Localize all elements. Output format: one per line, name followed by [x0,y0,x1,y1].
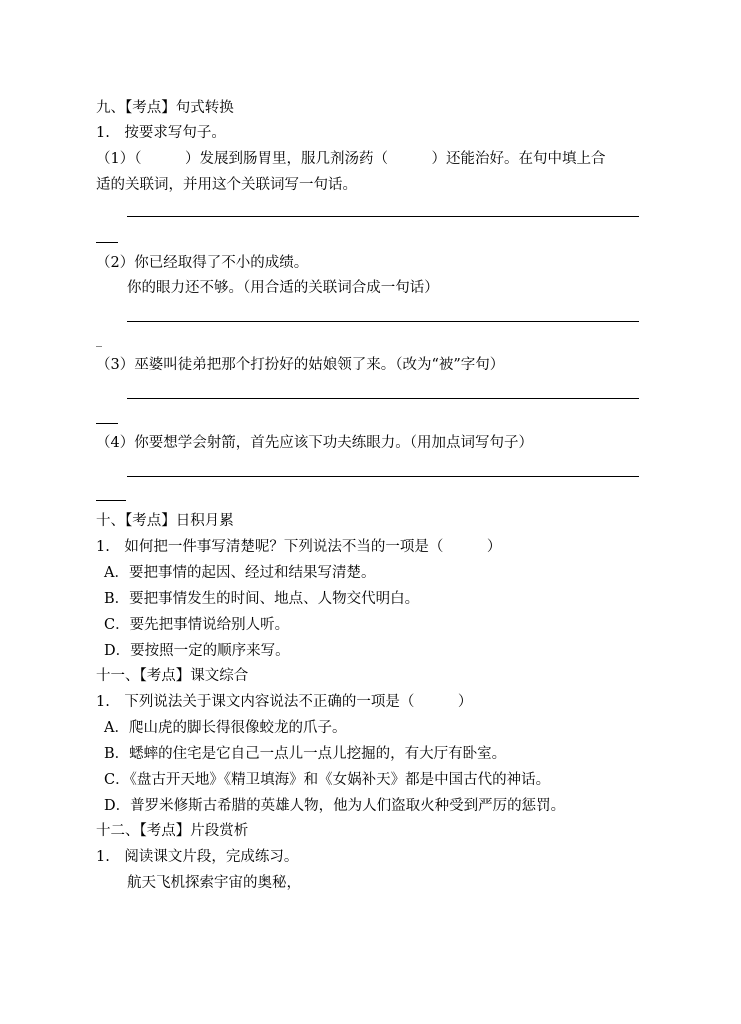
option-c: C．要先把事情说给别人听。 [104,617,290,633]
section-9-heading: 九、【考点】句式转换 [96,100,234,116]
option-b: B．要把事情发生的时间、地点、人物交代明白。 [104,591,420,607]
item-1-line-1: （1）（ ）发展到肠胃里，服几剂汤药（ ）还能治好。在句中填上合 [96,151,606,167]
option-b: B．蟋蟀的住宅是它自己一点儿一点儿挖掘的，有大厅有卧室。 [104,746,507,762]
section-11-question: 1. 下列说法关于课文内容说法不正确的一项是（ ） [96,694,473,710]
answer-line-1-stub [96,242,118,243]
question-1-title: 1. 按要求写句子。 [96,125,226,141]
section-10-question: 1. 如何把一件事写清楚呢？下列说法不当的一项是（ ） [96,539,502,555]
item-2-line-1: （2）你已经取得了不小的成绩。 [96,255,309,271]
option-c: C．《盘古开天地》《精卫填海》和《女娲补天》都是中国古代的神话。 [104,772,551,788]
answer-line-4[interactable] [127,476,639,477]
section-12-question: 1. 阅读课文片段，完成练习。 [96,849,299,865]
option-d: D．普罗米修斯古希腊的英雄人物，他为人们盗取火种受到严厉的惩罚。 [104,798,566,814]
item-4: （4）你要想学会射箭，首先应该下功夫练眼力。（用加点词写句子） [96,435,533,451]
option-a: A．要把事情的起因、经过和结果写清楚。 [104,565,376,581]
underscore-mark: _ [96,333,102,347]
item-3: （3）巫婆叫徒弟把那个打扮好的姑娘领了来。（改为“被”字句） [96,357,505,373]
section-10-heading: 十、【考点】日积月累 [96,513,234,529]
answer-line-2[interactable] [127,321,639,322]
item-1-line-2: 适的关联词，并用这个关联词写一句话。 [96,177,357,193]
item-2-line-2: 你的眼力还不够。（用合适的关联词合成一句话） [127,280,439,296]
section-12-heading: 十二、【考点】片段赏析 [96,823,249,839]
answer-line-3[interactable] [127,398,639,399]
answer-line-3-stub [96,423,118,424]
option-a: A．爬山虎的脚长得很像蛟龙的爪子。 [104,720,347,736]
answer-line-1[interactable] [127,216,639,217]
answer-line-4-stub [96,500,126,501]
passage-text: 航天飞机探索宇宙的奥秘， [127,875,301,891]
option-d: D．要按照一定的顺序来写。 [104,643,290,659]
section-11-heading: 十一、【考点】课文综合 [96,668,249,684]
